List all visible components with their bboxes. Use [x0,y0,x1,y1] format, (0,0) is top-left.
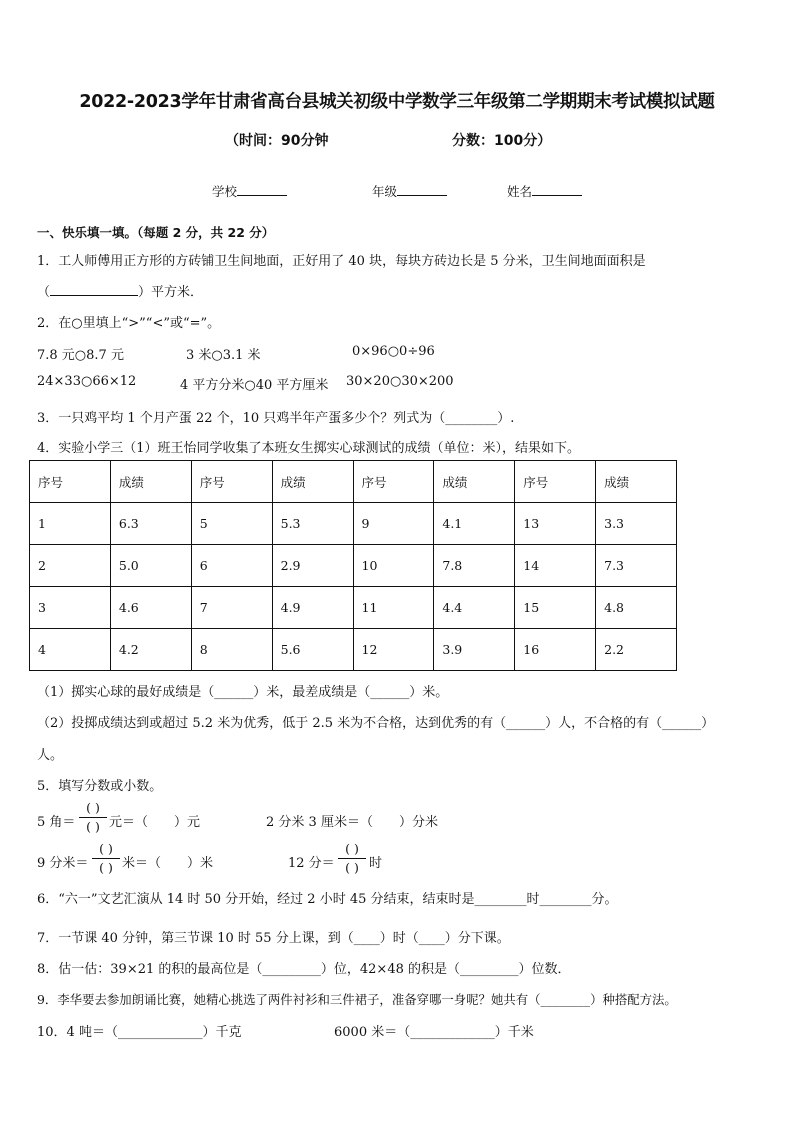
table-header-cell: 成绩 [596,461,677,503]
q5-d-prefix: 12 分＝ [288,856,335,871]
q1-unit: ）平方米． [138,285,204,300]
question-5: 5．填写分数或小数。 [37,779,163,794]
q1-open-paren: （ [37,285,51,300]
name-field [507,182,582,200]
q2-item: 30×20○30×200 [346,374,454,389]
table-cell: 5 [191,503,272,545]
table-cell: 2.9 [272,545,353,587]
q5-c-suffix: 米＝（ ）米 [122,856,214,871]
fraction-denominator: ( ) [99,860,113,875]
fraction-bar [92,858,120,859]
table-cell: 4.2 [110,629,191,671]
table-cell: 5.3 [272,503,353,545]
fraction-numerator: ( ) [86,800,100,815]
table-cell: 7.3 [596,545,677,587]
table-cell: 2 [30,545,111,587]
table-cell: 6.3 [110,503,191,545]
table-cell: 4.6 [110,587,191,629]
q1-answer-blank[interactable] [50,283,138,296]
fraction[interactable] [338,841,366,876]
q5-a-suffix: 元＝（ ）元 [109,815,201,830]
question-4-part-1: （1）掷实心球的最好成绩是（______）米，最差成绩是（______）米。 [37,685,449,700]
question-1-line1: 1．工人师傅用正方形的方砖铺卫生间地面，正好用了 40 块，每块方砖边长是 5 分米，卫生间地面面积是 [37,254,646,269]
table-cell: 4.8 [596,587,677,629]
grade-field [372,182,447,200]
table-row [30,587,677,629]
question-8: 8．估一估：39×21 的积的最高位是（_________）位，42×48 的积是（_________）位数． [37,962,571,977]
table-cell: 3.3 [596,503,677,545]
question-10-a: 10．4 吨＝（_____________）千克 [37,1025,242,1040]
table-cell: 13 [515,503,596,545]
table-cell: 5.0 [110,545,191,587]
question-7: 7．一节课 40 分钟，第三节课 10 时 55 分上课，到（____）时（____）分下课。 [37,931,510,946]
question-1-line2 [37,281,203,300]
q5-a-prefix: 5 角＝ [37,815,76,830]
table-cell: 7.8 [434,545,515,587]
fraction-bar [338,858,366,859]
question-4-part-2: （2）投掷成绩达到或超过 5.2 米为优秀，低于 2.5 米为不合格，达到优秀的有（______）人，不合格的有（______） [37,716,715,731]
section-heading: 一、快乐填一填。（每题 2 分，共 22 分） [37,225,275,240]
fraction-numerator: ( ) [99,841,113,856]
table-cell: 7 [191,587,272,629]
q5-c-prefix: 9 分米＝ [37,856,89,871]
grade-label: 年级 [372,184,398,199]
name-blank[interactable] [532,183,582,196]
school-label: 学校 [212,184,238,199]
name-label: 姓名 [507,184,533,199]
table-cell: 14 [515,545,596,587]
table-cell: 15 [515,587,596,629]
q5-b: 2 分米 3 厘米＝（ ）分米 [266,815,438,830]
scores-table [29,460,677,671]
table-row [30,629,677,671]
table-header-cell: 成绩 [272,461,353,503]
table-cell: 16 [515,629,596,671]
table-cell: 8 [191,629,272,671]
fraction[interactable] [79,800,107,835]
fraction-numerator: ( ) [345,841,359,856]
exam-time: （时间：90分钟 [225,133,329,149]
table-cell: 12 [353,629,434,671]
table-cell: 2.2 [596,629,677,671]
table-cell: 3 [30,587,111,629]
question-2: 2．在○里填上“>”“<”或“=”。 [37,316,221,331]
table-cell: 4.9 [272,587,353,629]
table-cell: 4.4 [434,587,515,629]
table-cell: 4 [30,629,111,671]
table-header-cell: 成绩 [434,461,515,503]
school-field [212,182,287,200]
table-header-cell: 序号 [515,461,596,503]
table-header-cell: 序号 [30,461,111,503]
table-cell: 11 [353,587,434,629]
question-6: 6．“六一”文艺汇演从 14 时 50 分开始，经过 2 小时 45 分结束，结束时是________时________分。 [37,892,618,907]
table-cell: 5.6 [272,629,353,671]
fraction-bar [79,817,107,818]
q5-d-suffix: 时 [369,856,383,871]
question-10-b: 6000 米＝（_____________）千米 [334,1025,534,1040]
table-cell: 9 [353,503,434,545]
school-blank[interactable] [237,183,287,196]
table-header-cell: 序号 [191,461,272,503]
fraction-denominator: ( ) [345,860,359,875]
question-9: 9．李华要去参加朗诵比赛，她精心挑选了两件衬衫和三件裙子，准备穿哪一身呢？她共有（________）种搭配方法。 [37,992,677,1007]
table-header-cell: 成绩 [110,461,191,503]
question-3: 3．一只鸡平均 1 个月产蛋 22 个，10 只鸡半年产蛋多少个？列式为（________）. [37,411,515,426]
q2-item: 7.8 元○8.7 元 [37,348,124,363]
grade-blank[interactable] [397,183,447,196]
table-cell: 1 [30,503,111,545]
question-4-part-2-end: 人。 [37,748,64,763]
question-4: 4．实验小学三（1）班王怡同学收集了本班女生掷实心球测试的成绩（单位：米），结果如下。 [37,441,581,456]
table-cell: 4.1 [434,503,515,545]
table-cell: 6 [191,545,272,587]
table-header-cell: 序号 [353,461,434,503]
table-row [30,545,677,587]
page-title: 2022-2023学年甘肃省高台县城关初级中学数学三年级第二学期期末考试模拟试题 [79,92,715,112]
q2-item: 3 米○3.1 米 [186,348,261,363]
table-header-row [30,461,677,503]
table-row [30,503,677,545]
q2-item: 24×33○66×12 [37,374,137,389]
table-cell: 10 [353,545,434,587]
table-cell: 3.9 [434,629,515,671]
q2-item: 0×96○0÷96 [352,344,435,359]
fraction[interactable] [92,841,120,876]
fraction-denominator: ( ) [86,819,100,834]
q2-item: 4 平方分米○40 平方厘米 [180,378,329,393]
exam-score: 分数：100分） [452,133,552,149]
